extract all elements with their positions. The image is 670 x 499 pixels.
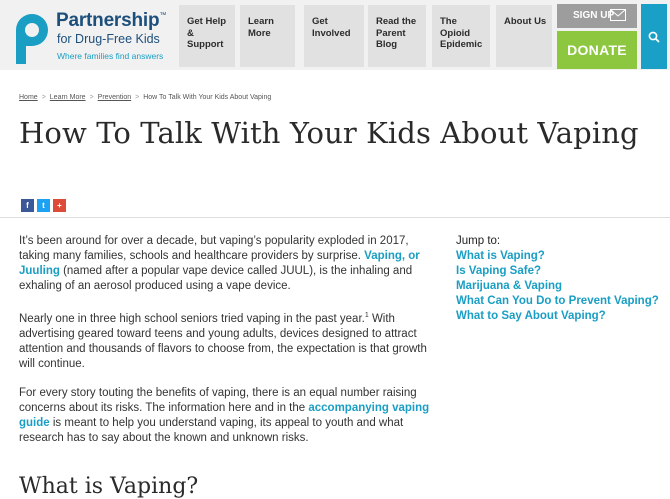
nav-parent-blog[interactable]: Read the Parent Blog [368,5,426,67]
jump-to-menu [456,234,666,324]
google-plus-icon: + [57,201,62,210]
nav-get-help-support[interactable]: Get Help & Support [179,5,235,67]
facebook-icon: f [26,201,29,210]
vaping-juuling-link[interactable]: Vaping, or Juuling [19,250,420,277]
article-body [19,234,439,460]
envelope-icon [610,9,626,21]
risks-paragraph: For every story touting the benefits of vaping, there is an equal number raising concerns about its risks. The information here and in the accompanying vaping guide is meant to help you understand vaping, its appeal to youth and what research has to say about the known and unknown risks. [19,386,430,444]
site-logo[interactable] [8,6,173,64]
jump-link-what-to-say[interactable]: What to Say About Vaping? [456,310,606,322]
nav-about-us[interactable]: About Us [496,5,552,67]
nav-get-involved[interactable]: Get Involved [304,5,364,67]
breadcrumb-separator: > [135,94,140,101]
footnote-marker[interactable]: 1 [364,312,369,319]
page-title: How To Talk With Your Kids About Vaping [19,116,639,150]
facebook-share-button[interactable] [21,199,34,212]
google-plus-share-button[interactable] [53,199,66,212]
twitter-icon: t [42,201,45,210]
breadcrumb-current: How To Talk With Your Kids About Vaping [143,94,272,101]
donate-button[interactable]: DONATE [557,31,637,69]
vaping-guide-link[interactable]: accompanying vaping guide [19,401,430,429]
jump-link-is-vaping-safe[interactable]: Is Vaping Safe? [456,265,541,277]
divider [0,217,670,218]
jump-link-marijuana-vaping[interactable]: Marijuana & Vaping [456,280,563,292]
nav-opioid-epidemic[interactable]: The Opioid Epidemic [432,5,490,67]
breadcrumb-separator: > [41,94,46,101]
jump-link-prevent-vaping[interactable]: What Can You Do to Prevent Vaping? [456,295,659,307]
search-icon [648,31,660,43]
logo-tagline: Where families find answers [57,51,164,61]
breadcrumb-home[interactable]: Home [19,94,38,101]
statistics-paragraph: Nearly one in three high school seniors tried vaping in the past year.$^1$ With advertising geared toward teens and young adults, devices designed to attract attention and thousands of flavors to choose from, the expectation is that growth will continue. [19,312,427,370]
logo-subtitle: for Drug-Free Kids [57,32,160,46]
intro-paragraph: It’s been around for over a decade, but vaping’s popularity exploded in 2017, taking many families, schools and healthcare providers by surprise. Vaping, or Juuling (named after a popular vape device called JUUL), is the inhaling and exhaling of an aerosol produced using a vape device. [19,235,420,292]
breadcrumb-learn-more[interactable]: Learn More [49,94,86,101]
logo-title: Partnership™ [56,10,167,31]
site-header [0,0,670,70]
section-heading: What is Vaping? [19,474,199,499]
breadcrumb-prevention[interactable]: Prevention [97,94,132,101]
signup-button[interactable]: SIGN UP [557,4,637,28]
breadcrumb [19,94,271,101]
breadcrumb-separator: > [89,94,94,101]
jump-link-what-is-vaping[interactable]: What is Vaping? [456,250,545,262]
search-button[interactable] [641,4,667,69]
partnership-p-icon [12,12,52,64]
jump-to-title: Jump to: [456,235,501,247]
nav-learn-more[interactable]: Learn More [240,5,295,67]
twitter-share-button[interactable] [37,199,50,212]
